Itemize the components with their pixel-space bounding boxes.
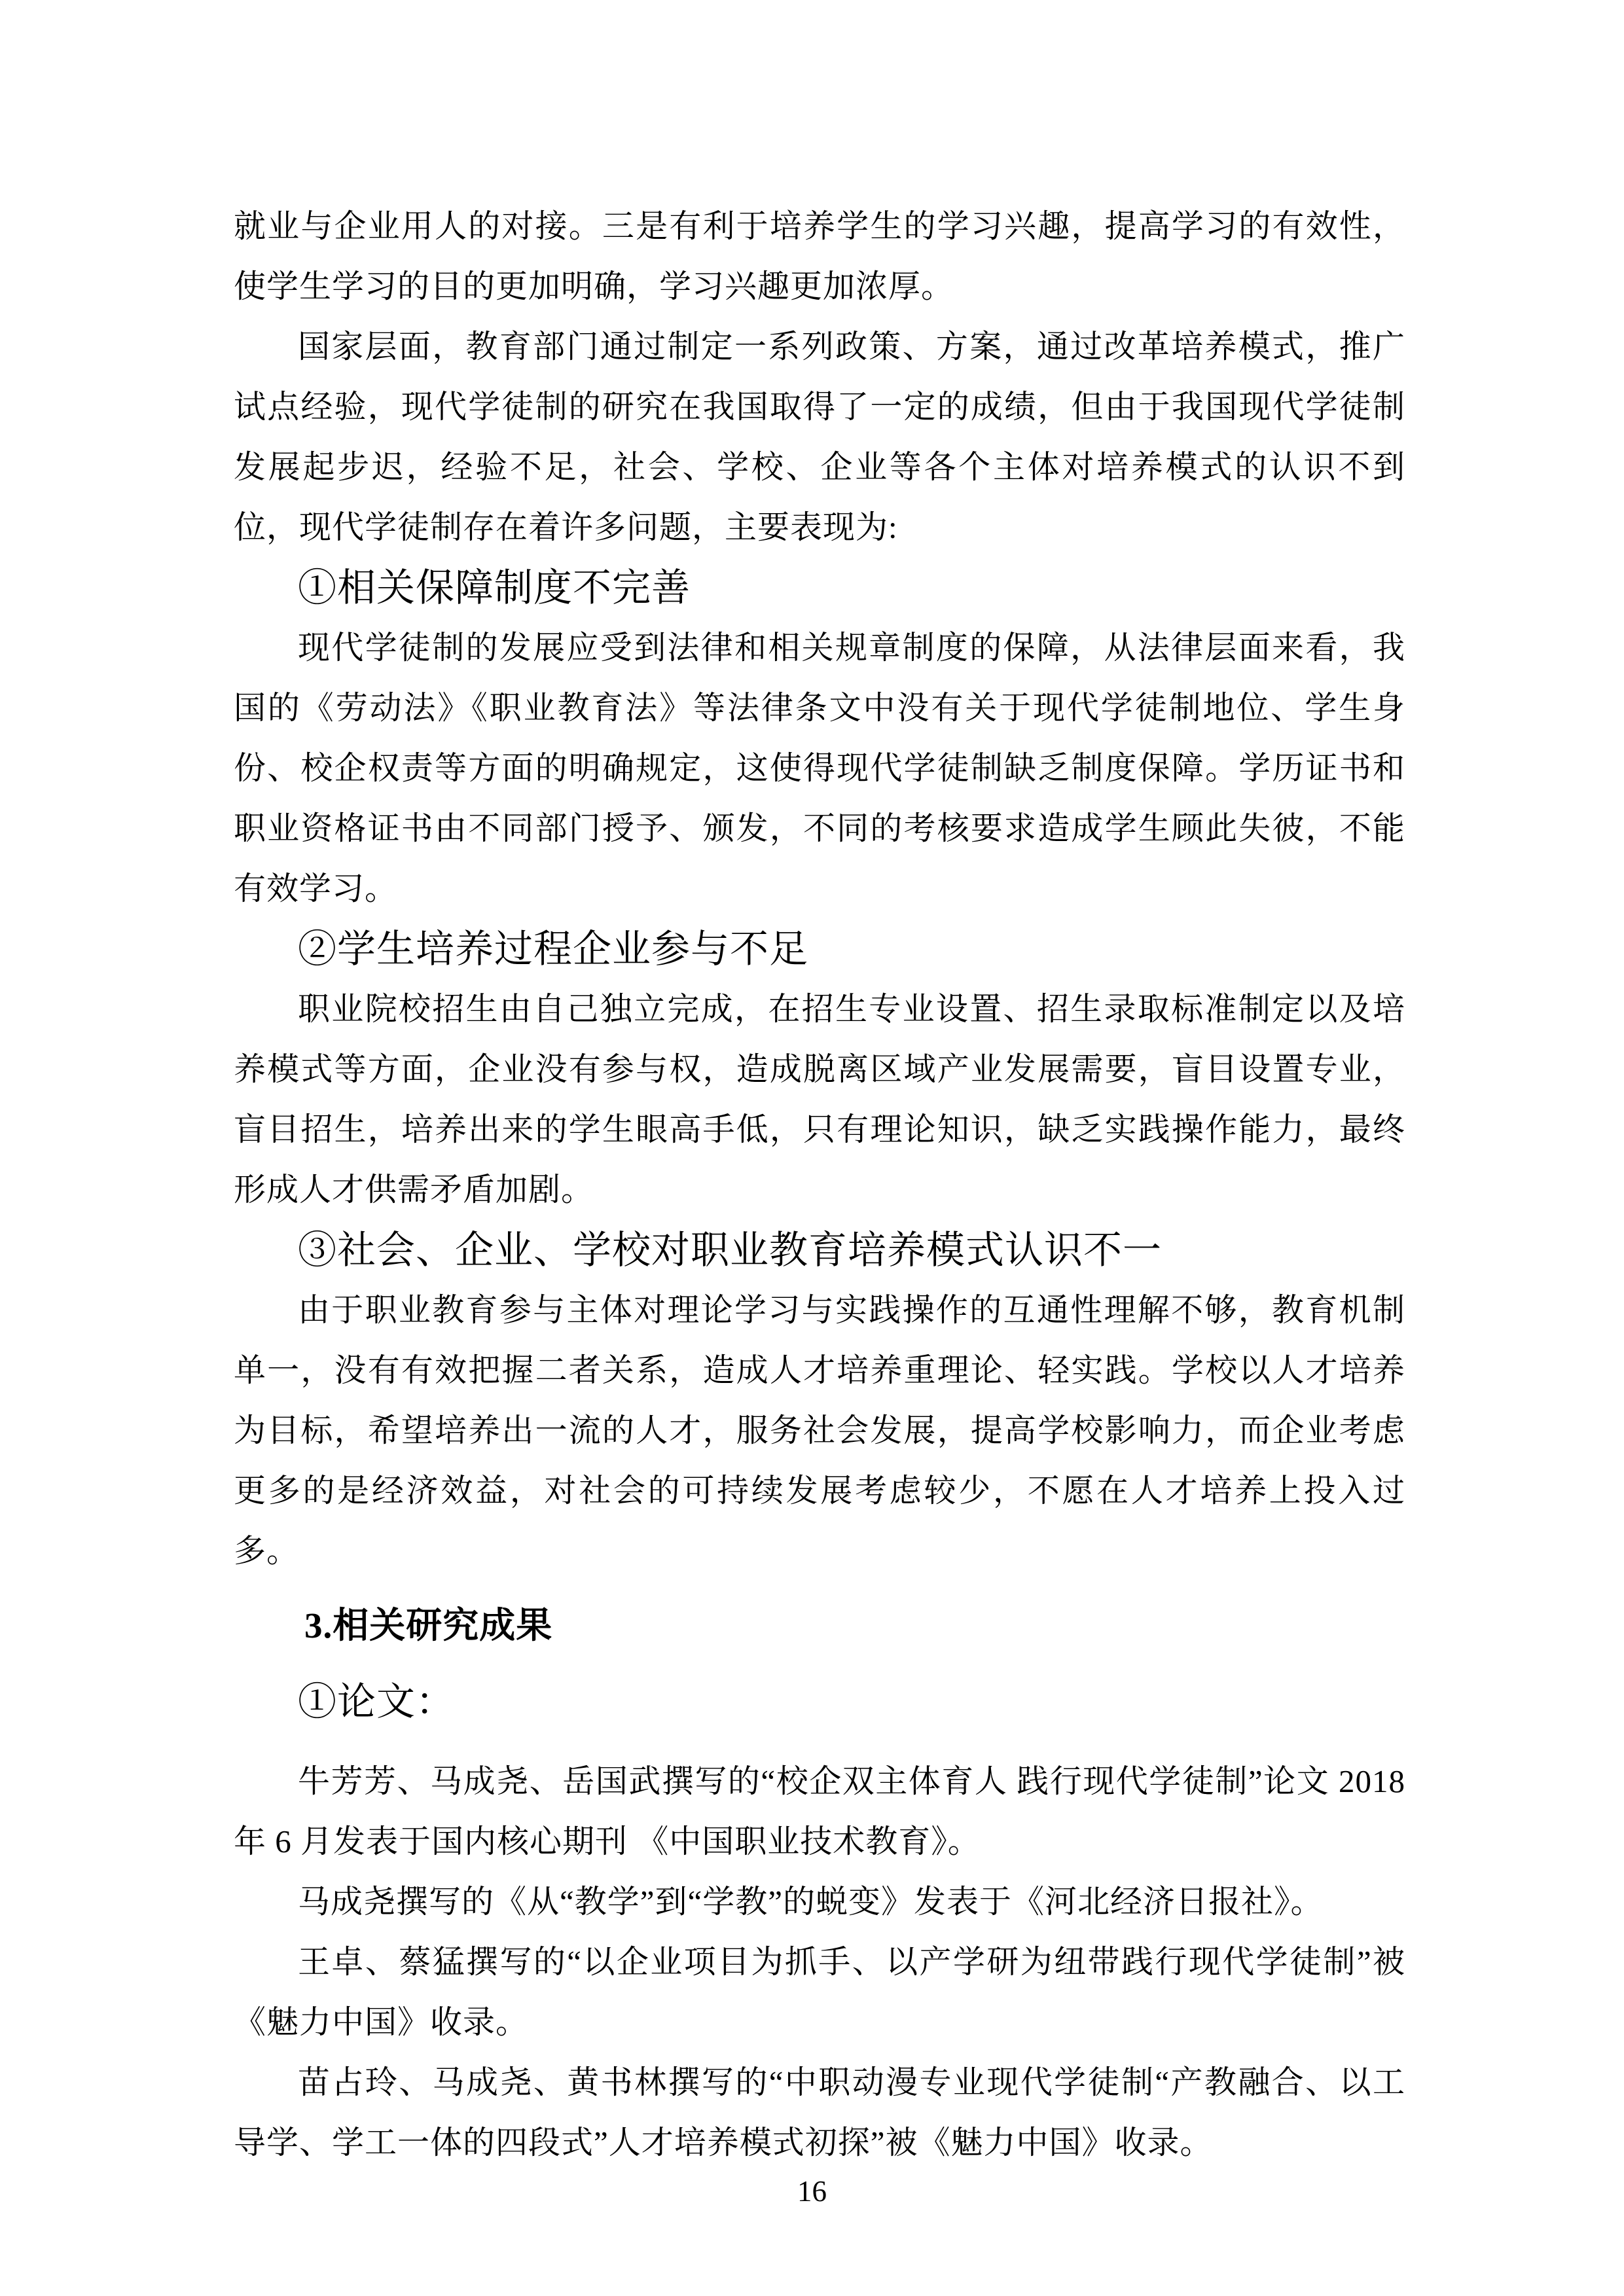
paragraph-paper-3: 王卓、蔡猛撰写的“以企业项目为抓手、以产学研为纽带践行现代学徒制”被《魅力中国》收录。 bbox=[234, 1944, 1405, 2040]
paragraph-national-level: 国家层面，教育部门通过制定一系列政策、方案，通过改革培养模式，推广试点经验，现代学徒制的研究在我国取得了一定的成绩，但由于我国现代学徒制发展起步迟，经验不足，社会、学校、企业等各个主体对培养模式的认识不到位，现代学徒制存在着许多问题，主要表现为: bbox=[234, 329, 1405, 545]
sub-heading-papers: ①论文： bbox=[298, 1680, 456, 1723]
page-content bbox=[234, 196, 1405, 2173]
paragraph-theory-practice: 由于职业教育参与主体对理论学习与实践操作的互通性理解不够，教育机制单一，没有有效把握二者关系，造成人才培养重理论、轻实践。学校以人才培养为目标，希望培养出一流的人才，服务社会发展，提高学校影响力，而企业考虑更多的是经济效益，对社会的可持续发展考虑较少，不愿在人才培养上投入过多。 bbox=[234, 1292, 1405, 1569]
paragraph-continuation: 就业与企业用人的对接。三是有利于培养学生的学习兴趣，提高学习的有效性，使学生学习的目的更加明确，学习兴趣更加浓厚。 bbox=[234, 208, 1405, 304]
paragraph-paper-4: 苗占玲、马成尧、黄书林撰写的“中职动漫专业现代学徒制“产教融合、以工导学、学工一体的四段式”人才培养模式初探”被《魅力中国》收录。 bbox=[234, 2064, 1405, 2161]
paragraph-enrollment: 职业院校招生由自己独立完成，在招生专业设置、招生录取标准制定以及培养模式等方面，企业没有参与权，造成脱离区域产业发展需要，盲目设置专业，盲目招生，培养出来的学生眼高手低，只有理论知识，缺乏实践操作能力，最终形成人才供需矛盾加剧。 bbox=[234, 991, 1405, 1208]
paragraph-paper-2: 马成尧撰写的《从“教学”到“学教”的蜕变》发表于《河北经济日报社》。 bbox=[298, 1884, 1324, 1920]
sub-heading-1-guarantee-system: ①相关保障制度不完善 bbox=[298, 566, 691, 609]
paragraph-legal-guarantee: 现代学徒制的发展应受到法律和相关规章制度的保障，从法律层面来看，我国的《劳动法》《职业教育法》等法律条文中没有关于现代学徒制地位、学生身份、校企权责等方面的明确规定，这使得现代学徒制缺乏制度保障。学历证书和职业资格证书由不同部门授予、颁发，不同的考核要求造成学生顾此失彼，不能有效学习。 bbox=[234, 630, 1405, 906]
sub-heading-3-cognition-difference: ③社会、企业、学校对职业教育培养模式认识不一 bbox=[298, 1229, 1163, 1272]
sub-heading-2-enterprise-participation: ②学生培养过程企业参与不足 bbox=[298, 927, 809, 971]
section-heading-research-results: 3.相关研究成果 bbox=[304, 1605, 553, 1645]
paragraph-paper-1: 牛芳芳、马成尧、岳国武撰写的“校企双主体育人 践行现代学徒制”论文 2018 年 6 月发表于国内核心期刊 《中国职业技术教育》。 bbox=[234, 1763, 1405, 1859]
page-number: 16 bbox=[797, 2175, 827, 2208]
